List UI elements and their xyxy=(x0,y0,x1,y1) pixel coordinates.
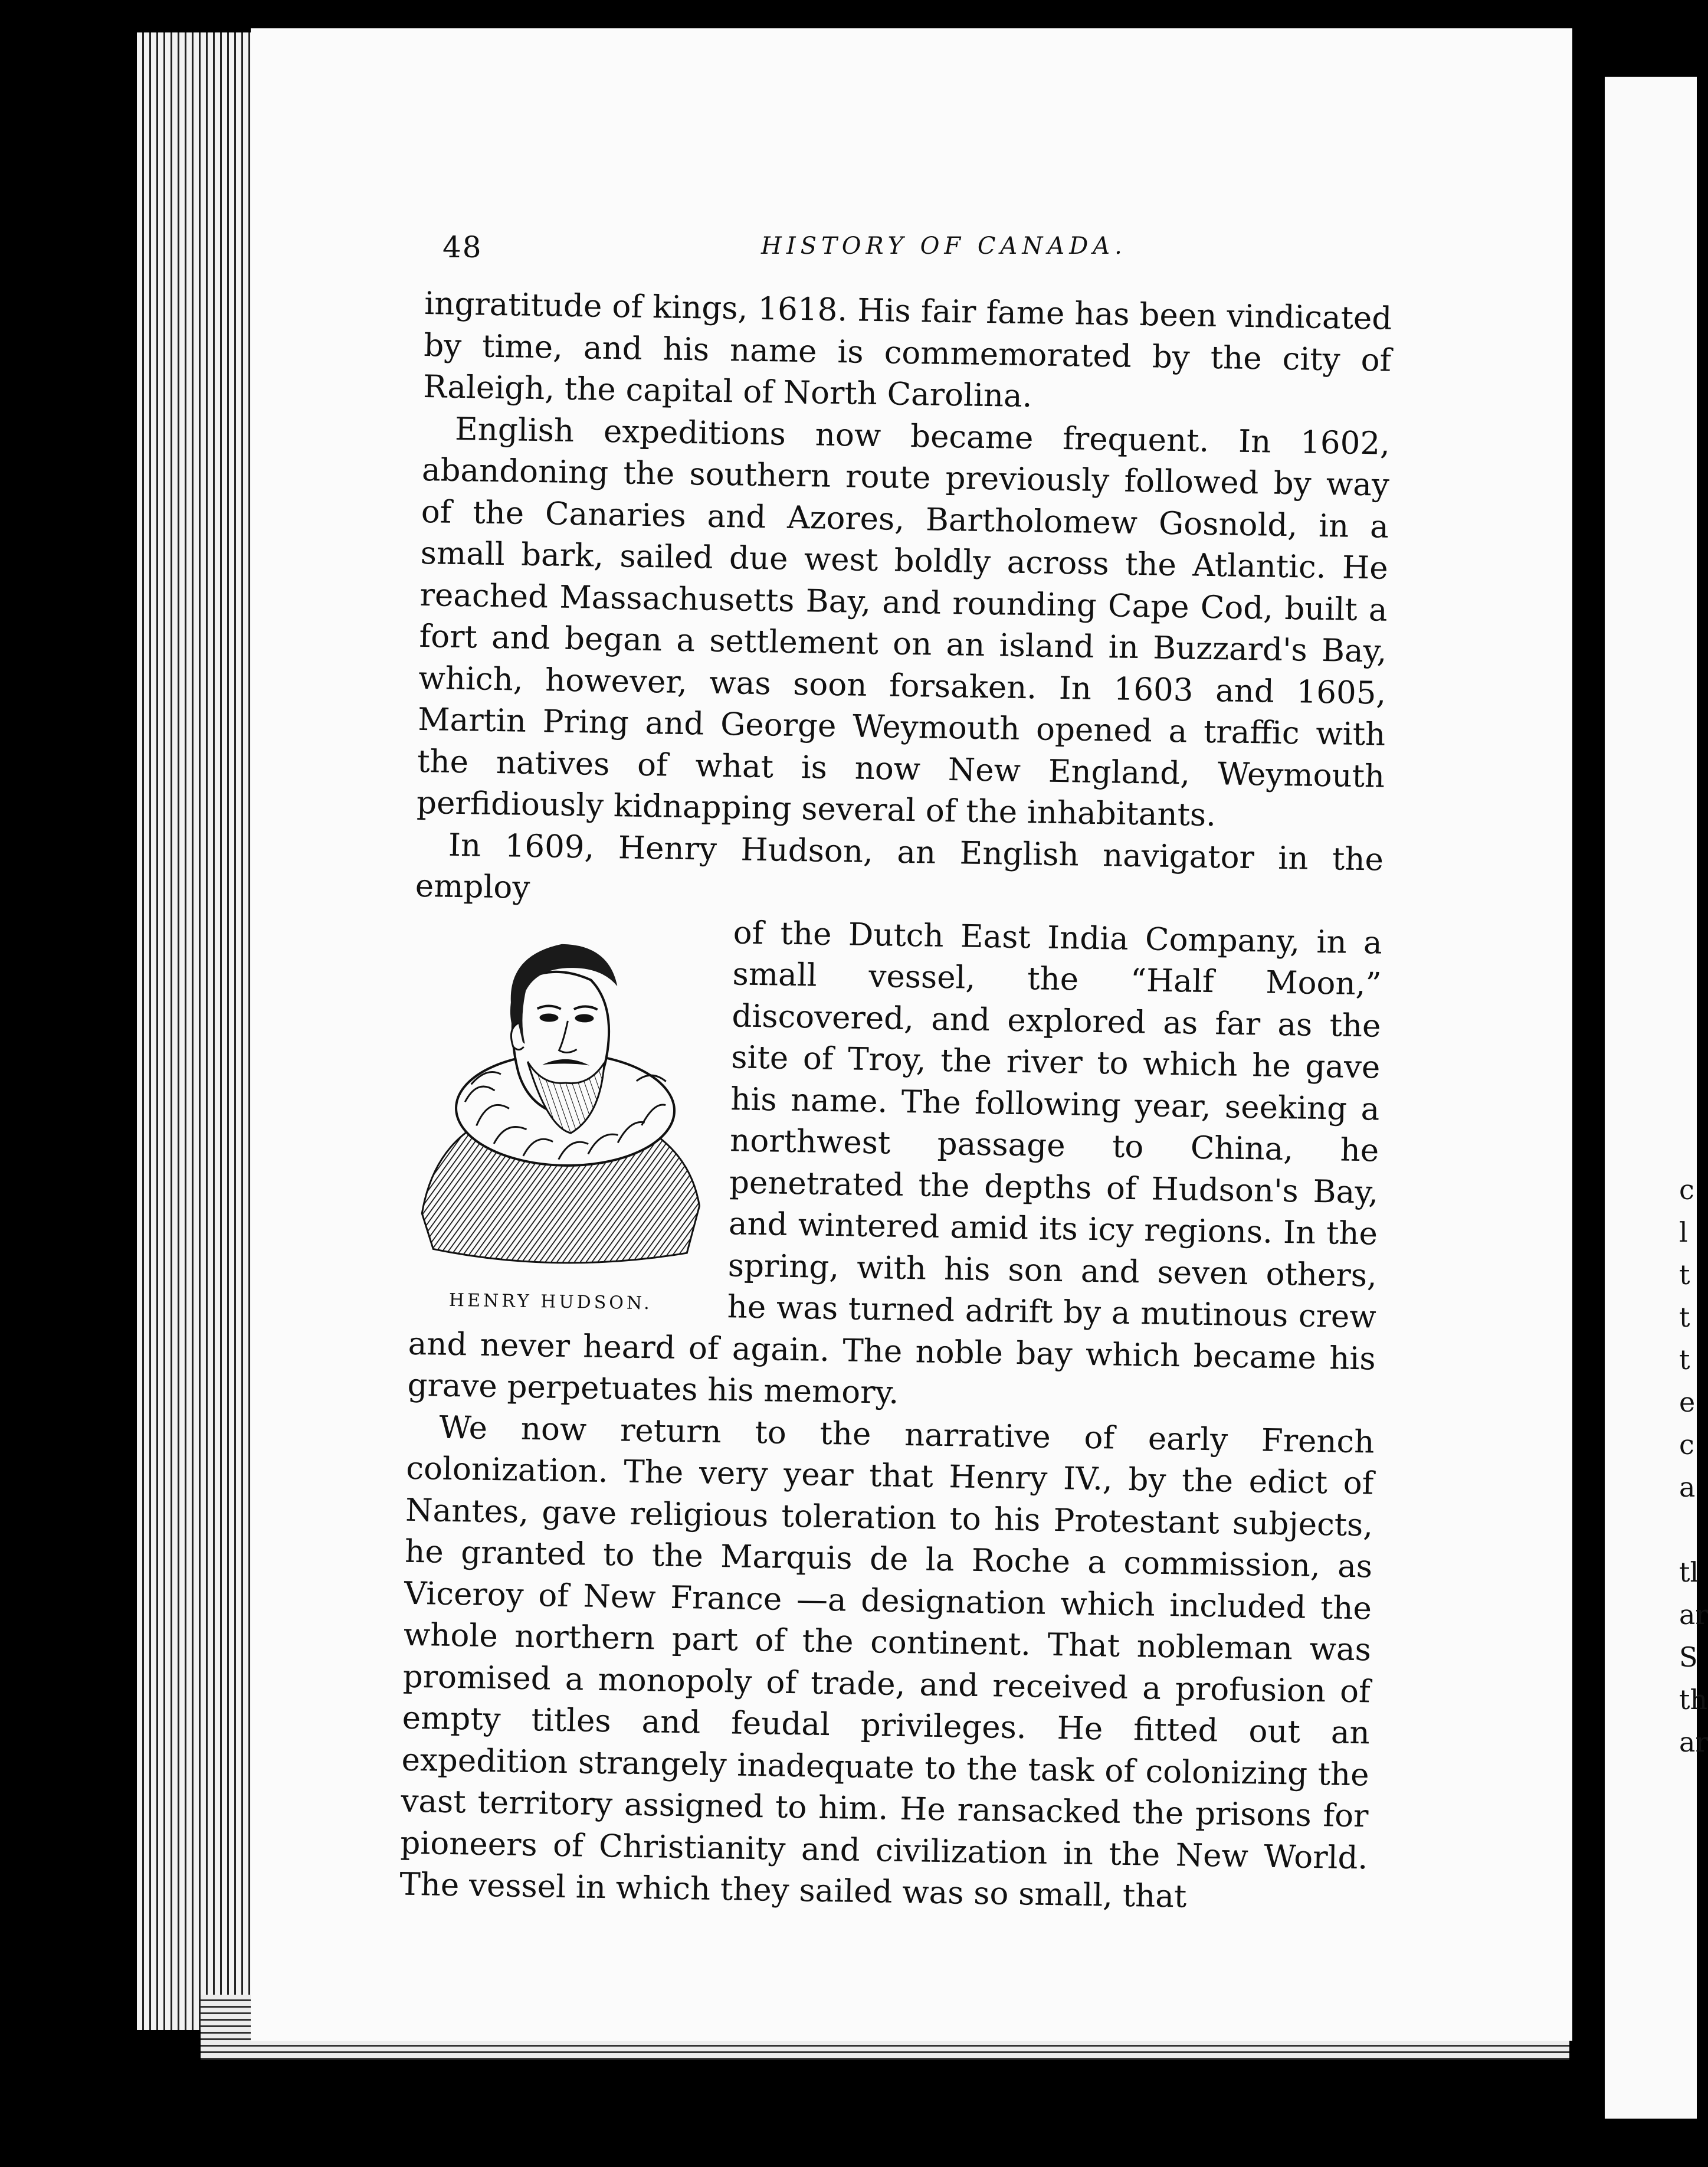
facing-letter: tl xyxy=(1679,1556,1699,1588)
paragraph-english-expeditions: English expeditions now became frequent. In 1602, abandoning the southern route previously followed by way of the Canaries and Azores, Bartholomew Gosnold, in a small bark, sailed due west boldly across the Atlantic. He reached Massachusetts Bay, and rounding Cape Cod, built a fort and began a settlement on an island in Buzzard's Bay, which, however, was soon forsaken. In 1603 and 1605, Martin Pring and George Weymouth opened a traffic with the natives of what is now New England, Weymouth perfidiously kidnapping several of the inhabitants. xyxy=(416,411,1391,834)
facing-letter: t xyxy=(1679,1301,1690,1333)
facing-letter: l xyxy=(1679,1216,1688,1248)
facing-page-letters xyxy=(1679,1168,1708,1763)
paragraph-hudson-lead: In 1609, Henry Hudson, an English navigator in the employ xyxy=(415,827,1384,906)
facing-letter xyxy=(1679,1508,1697,1551)
page-number: 48 xyxy=(442,230,483,264)
facing-letter: S xyxy=(1679,1641,1698,1673)
facing-letter: t xyxy=(1679,1344,1690,1376)
facing-letter: ar xyxy=(1679,1599,1708,1631)
facing-letter: th xyxy=(1679,1684,1708,1716)
running-head: HISTORY OF CANADA. xyxy=(761,233,1127,260)
page-header xyxy=(442,230,1398,266)
henry-hudson-portrait xyxy=(409,918,710,1276)
facing-letter: ar xyxy=(1679,1726,1708,1758)
body-text xyxy=(399,283,1392,1921)
facing-letter: t xyxy=(1679,1259,1690,1291)
paragraph-raleigh: ingratitude of kings, 1618. His fair fame has been vindicated by time, and his name is commemorated by the city of Raleigh, the capital of North Carolina. xyxy=(422,285,1392,415)
facing-letter: e xyxy=(1679,1386,1696,1418)
page-edges-left xyxy=(137,32,267,2030)
facing-letter: a xyxy=(1679,1471,1696,1503)
book-gutter xyxy=(1574,0,1605,2167)
hudson-figure xyxy=(409,918,733,1318)
facing-letter: c xyxy=(1679,1174,1694,1206)
figure-caption: HENRY HUDSON. xyxy=(448,1289,653,1314)
facing-page-edge xyxy=(1605,77,1708,2119)
paragraph-french-colonization: We now return to the narrative of early French colonization. The very year that Henry IV., by the edict of Nantes, gave religious toleration to his Protestant subjects, he granted to the Marquis de la Roche a commission, as Viceroy of New France —a designation which included the whole northern part of the continent. That nobleman was promised a monopoly of trade, and received a profusion of empty titles and feudal privileges. He fitted out an expedition strangely inadequate to the task of colonizing the vast territory assigned to him. He ransacked the prisons for pioneers of Christianity and civilization in the New World. The vessel in which they sailed was so small, that xyxy=(399,1409,1375,1915)
facing-letter: c xyxy=(1679,1429,1694,1461)
paragraph-hudson: of the Dutch East India Company, in a small vessel, the “Half Moon,” discovered, and explored as far as the site of Troy, the river to which he gave his name. The following year, seeking a northwest passage to China, he penetrated the depths of Hudson's Bay, and wintered amid its icy regions. In the spring, with his son and seven others, he was turned adrift by a mutinous crew and never heard of again. The noble bay which became his grave perpetuates his memory. xyxy=(407,914,1383,1411)
